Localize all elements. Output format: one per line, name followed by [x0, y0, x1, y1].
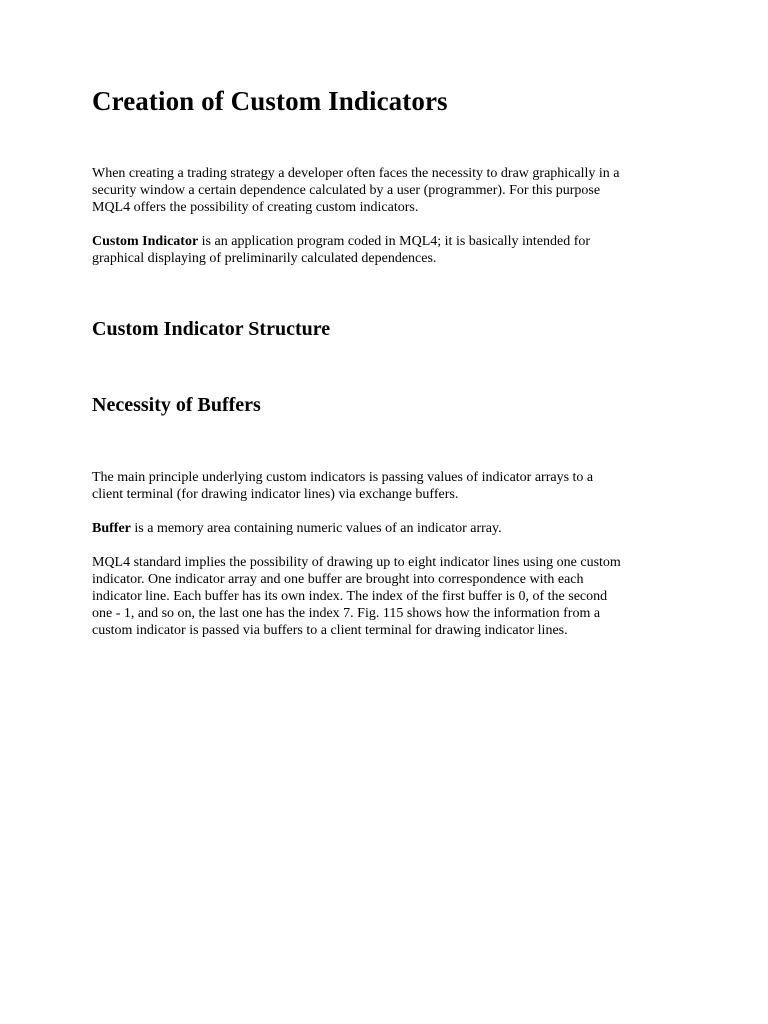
principle-line: The main principle underlying custom indicators is passing values of indicator arrays to a	[92, 470, 594, 485]
page-title: Creation of Custom Indicators	[92, 86, 448, 116]
subsection-heading: Necessity of Buffers	[92, 394, 261, 416]
principle-line: client terminal (for drawing indicator lines) via exchange buffers.	[92, 487, 459, 502]
definition-term: Custom Indicator	[92, 234, 199, 249]
intro-paragraph	[92, 165, 692, 216]
definition-line: graphical displaying of preliminarily calculated dependences.	[92, 251, 437, 266]
standard-line: indicator. One indicator array and one buffer are brought into correspondence with each	[92, 572, 584, 587]
definition-paragraph	[92, 233, 692, 267]
buffer-definition-paragraph	[92, 520, 692, 537]
standard-paragraph	[92, 554, 692, 639]
definition-line	[92, 233, 692, 250]
buffer-definition-line	[92, 520, 692, 537]
intro-line: security window a certain dependence calculated by a user (programmer). For this purpose	[92, 183, 601, 198]
standard-line: MQL4 standard implies the possibility of drawing up to eight indicator lines using one custom	[92, 555, 621, 570]
intro-line: MQL4 offers the possibility of creating custom indicators.	[92, 200, 419, 215]
intro-line: When creating a trading strategy a developer often faces the necessity to draw graphically in a	[92, 166, 620, 181]
buffer-term: Buffer	[92, 521, 131, 536]
definition-text: is an application program coded in MQL4; it is basically intended for	[198, 234, 591, 249]
buffer-definition-text: is a memory area containing numeric values of an indicator array.	[130, 521, 502, 536]
standard-line: indicator line. Each buffer has its own index. The index of the first buffer is 0, of the second	[92, 589, 608, 604]
principle-paragraph	[92, 469, 692, 503]
section-heading: Custom Indicator Structure	[92, 318, 331, 340]
standard-line: one - 1, and so on, the last one has the index 7. Fig. 115 shows how the information from a	[92, 606, 601, 621]
standard-line: custom indicator is passed via buffers to a client terminal for drawing indicator lines.	[92, 623, 568, 638]
